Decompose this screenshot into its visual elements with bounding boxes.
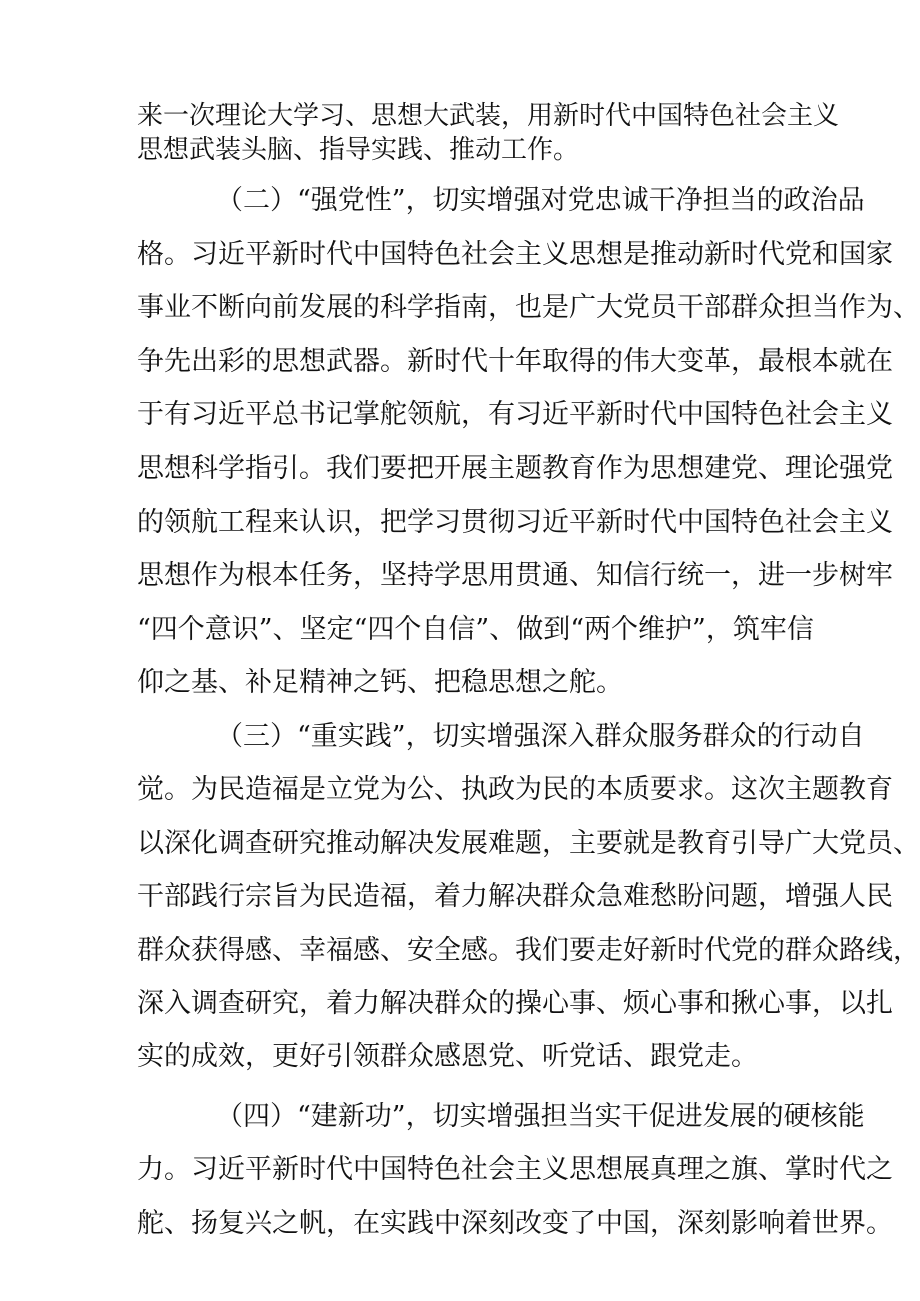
text-line: 力。习近平新时代中国特色社会主义思想展真理之旗、掌时代之 <box>137 1154 893 1185</box>
text-line: 争先出彩的思想武器。新时代十年取得的伟大变革，最根本就在 <box>137 346 893 377</box>
text-line: 舵、扬复兴之帆，在实践中深刻改变了中国，深刻影响着世界。 <box>137 1208 893 1239</box>
text-line: 格。习近平新时代中国特色社会主义思想是推动新时代党和国家 <box>137 239 893 270</box>
paragraph-heading-line: （三）“重实践”，切实增强深入群众服务群众的行动自 <box>216 721 865 752</box>
text-line: 深入调查研究，着力解决群众的操心事、烦心事和揪心事，以扎 <box>137 988 893 1019</box>
text-line: 干部践行宗旨为民造福，着力解决群众急难愁盼问题，增强人民 <box>137 881 893 912</box>
text-line: 以深化调查研究推动解决发展难题，主要就是教育引导广大党员、 <box>137 828 920 859</box>
text-line: 事业不断向前发展的科学指南，也是广大党员干部群众担当作为、 <box>137 292 920 323</box>
text-line: 觉。为民造福是立党为公、执政为民的本质要求。这次主题教育 <box>137 774 893 805</box>
text-line: 于有习近平总书记掌舵领航，有习近平新时代中国特色社会主义 <box>137 399 893 430</box>
text-line: 思想科学指引。我们要把开展主题教育作为思想建党、理论强党 <box>137 453 893 484</box>
text-line: 思想武装头脑、指导实践、推动工作。 <box>137 135 580 165</box>
text-line: 仰之基、补足精神之钙、把稳思想之舵。 <box>137 667 623 698</box>
paragraph-heading-line: （四）“建新功”，切实增强担当实干促进发展的硬核能 <box>216 1101 865 1132</box>
text-line: 实的成效，更好引领群众感恩党、听党话、跟党走。 <box>137 1041 758 1072</box>
text-line: 群众获得感、幸福感、安全感。我们要走好新时代党的群众路线， <box>137 935 920 966</box>
text-line: 来一次理论大学习、思想大武装，用新时代中国特色社会主义 <box>137 101 840 131</box>
text-line: “四个意识”、坚定“四个自信”、做到“两个维护”，筑牢信 <box>137 614 814 645</box>
text-line: 的领航工程来认识，把学习贯彻习近平新时代中国特色社会主义 <box>137 507 893 538</box>
paragraph-heading-line: （二）“强党性”，切实增强对党忠诚干净担当的政治品 <box>216 185 865 216</box>
text-line: 思想作为根本任务，坚持学思用贯通、知信行统一，进一步树牢 <box>137 560 893 591</box>
